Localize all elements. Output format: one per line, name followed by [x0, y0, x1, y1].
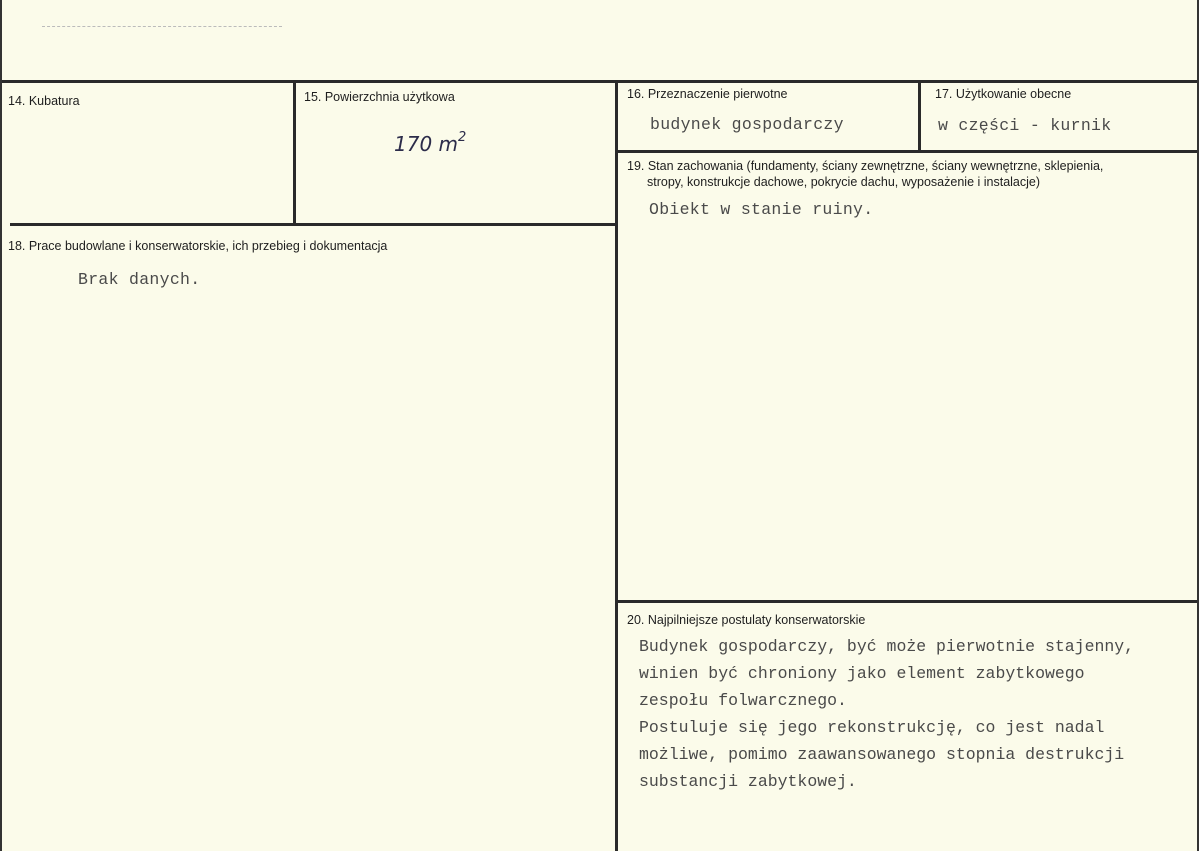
field-20-line: Budynek gospodarczy, być może pierwotnie stajenny, [639, 637, 1135, 656]
field-17-label: 17. Użytkowanie obecne [935, 87, 1072, 101]
field-16-label: 16. Przeznaczenie pierwotne [627, 87, 788, 101]
field-19-value: Obiekt w stanie ruiny. [649, 200, 874, 219]
divider-col1 [293, 82, 296, 225]
field-15-value-sup: 2 [458, 130, 467, 145]
divider-col2 [615, 80, 618, 851]
field-17-value: w części - kurnik [938, 116, 1112, 135]
field-20-line: substancji zabytkowej. [639, 772, 857, 791]
field-18-value: Brak danych. [78, 270, 201, 289]
field-16-value: budynek gospodarczy [650, 115, 844, 134]
field-20-line: Postuluje się jego rekonstrukcję, co jest nadal [639, 718, 1105, 737]
divider-row1-left [10, 223, 618, 226]
divider-top [2, 80, 1197, 83]
field-15-label: 15. Powierzchnia użytkowa [304, 90, 455, 104]
field-20-line: zespołu folwarcznego. [639, 691, 847, 710]
field-15-value [394, 130, 466, 156]
field-19-label-line2: stropy, konstrukcje dachowe, pokrycie dachu, wyposażenie i instalacje) [647, 175, 1041, 189]
field-19-label-line1: 19. Stan zachowania (fundamenty, ściany zewnętrzne, ściany wewnętrzne, sklepienia, [627, 159, 1104, 173]
field-14-label: 14. Kubatura [8, 94, 80, 108]
field-20-label: 20. Najpilniejsze postulaty konserwatorskie [627, 613, 866, 627]
divider-row1-right [617, 150, 1197, 153]
field-20-text [639, 633, 1134, 795]
divider-row3-right [617, 600, 1197, 603]
field-20-line: winien być chroniony jako element zabytkowego [639, 664, 1085, 683]
field-18-label: 18. Prace budowlane i konserwatorskie, ich przebieg i dokumentacja [8, 239, 388, 253]
divider-col3 [918, 80, 921, 151]
top-edge-marks [42, 26, 282, 29]
field-15-value-text: 170 m [394, 132, 459, 156]
field-20-line: możliwe, pomimo zaawansowanego stopnia destrukcji [639, 745, 1125, 764]
